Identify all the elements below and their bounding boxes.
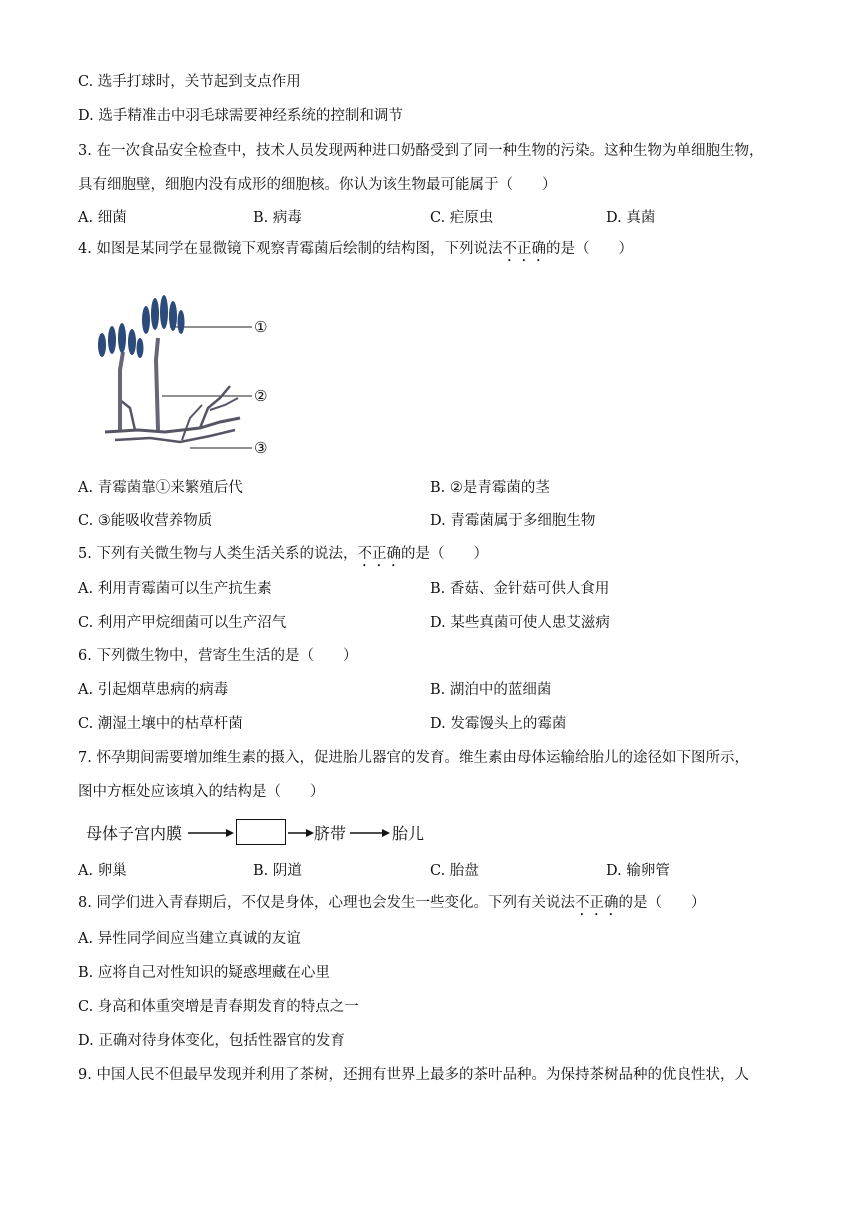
q5-option-a: A. 利用青霉菌可以生产抗生素 xyxy=(78,581,272,597)
diagram-label-1: ① xyxy=(254,318,268,336)
q4-option-b: B. ②是青霉菌的茎 xyxy=(430,480,550,496)
option-text: D. 选手精准击中羽毛球需要神经系统的控制和调节 xyxy=(78,108,403,124)
q5-option-c: C. 利用产甲烷细菌可以生产沼气 xyxy=(78,615,287,631)
q7-option-b: B. 阴道 xyxy=(253,863,302,879)
q8-option-b: B. 应将自己对性知识的疑惑埋藏在心里 xyxy=(78,965,330,981)
blank-box xyxy=(236,819,286,845)
question-8-stem: 8. 同学们进入青春期后，不仅是身体，心理也会发生一些变化。下列有关说法不正确的是（ ） xyxy=(78,895,706,911)
q4-option-c: C. ③能吸收营养物质 xyxy=(78,513,213,529)
arrow-icon xyxy=(288,828,314,838)
flow-node-umbilical-cord: 脐带 xyxy=(314,824,347,843)
question-5-stem: 5. 下列有关微生物与人类生活关系的说法，不正确的是（ ） xyxy=(78,546,488,562)
q7-option-c: C. 胎盘 xyxy=(430,863,479,879)
q7-option-d: D. 输卵管 xyxy=(606,863,670,879)
q8-option-d: D. 正确对待身体变化，包括性器官的发育 xyxy=(78,1033,345,1049)
flow-node-uterus: 母体子宫内膜 xyxy=(86,824,183,843)
emphasis-text: 不正确 xyxy=(574,895,619,911)
q7-option-a: A. 卵巢 xyxy=(78,863,127,879)
emphasis-text: 不正确 xyxy=(502,241,546,257)
question-4-stem: 4. 如图是某同学在显微镜下观察青霉菌后绘制的结构图，下列说法不正确的是（ ） xyxy=(78,241,633,257)
q6-option-c: C. 潮湿土壤中的枯草杆菌 xyxy=(78,716,243,732)
question-9-stem: 9. 中国人民不但最早发现并利用了茶树，还拥有世界上最多的茶叶品种。为保持茶树品种的优良性状，人 xyxy=(78,1067,749,1083)
q3-option-c: C. 疟原虫 xyxy=(430,210,494,226)
q8-option-a: A. 异性同学间应当建立真诚的友谊 xyxy=(78,931,301,947)
diagram-label-3: ③ xyxy=(254,439,268,457)
arrow-icon xyxy=(188,828,234,838)
q5-option-b: B. 香菇、金针菇可供人食用 xyxy=(430,581,610,597)
q3-option-b: B. 病毒 xyxy=(253,210,302,226)
question-3-stem: 3. 在一次食品安全检查中，技术人员发现两种进口奶酪受到了同一种生物的污染。这种生物为单细胞生物， xyxy=(78,143,764,159)
q3-option-a: A. 细菌 xyxy=(78,210,127,226)
q6-option-b: B. 湖泊中的蓝细菌 xyxy=(430,682,552,698)
q6-option-d: D. 发霉馒头上的霉菌 xyxy=(430,716,567,732)
emphasis-text: 不正确 xyxy=(357,546,401,562)
option-text: C. 选手打球时，关节起到支点作用 xyxy=(78,74,301,90)
question-7-stem: 图中方框处应该填入的结构是（ ） xyxy=(78,784,325,800)
question-6-stem: 6. 下列微生物中，营寄生生活的是（ ） xyxy=(78,648,358,664)
q4-option-d: D. 青霉菌属于多细胞生物 xyxy=(430,513,596,529)
q5-option-d: D. 某些真菌可使人患艾滋病 xyxy=(430,615,610,631)
q4-option-a: A. 青霉菌靠①来繁殖后代 xyxy=(78,480,243,496)
arrow-icon xyxy=(350,828,390,838)
flow-node-fetus: 胎儿 xyxy=(392,824,425,843)
penicillium-diagram xyxy=(90,290,290,465)
q6-option-a: A. 引起烟草患病的病毒 xyxy=(78,682,229,698)
question-7-stem: 7. 怀孕期间需要增加维生素的摄入，促进胎儿器官的发育。维生素由母体运输给胎儿的途径如下图所示， xyxy=(78,750,749,766)
diagram-label-2: ② xyxy=(254,387,268,405)
flow-diagram xyxy=(86,819,446,845)
q8-option-c: C. 身高和体重突增是青春期发育的特点之一 xyxy=(78,999,359,1015)
question-3-stem: 具有细胞壁，细胞内没有成形的细胞核。你认为该生物最可能属于（ ） xyxy=(78,177,557,193)
q3-option-d: D. 真菌 xyxy=(606,210,656,226)
